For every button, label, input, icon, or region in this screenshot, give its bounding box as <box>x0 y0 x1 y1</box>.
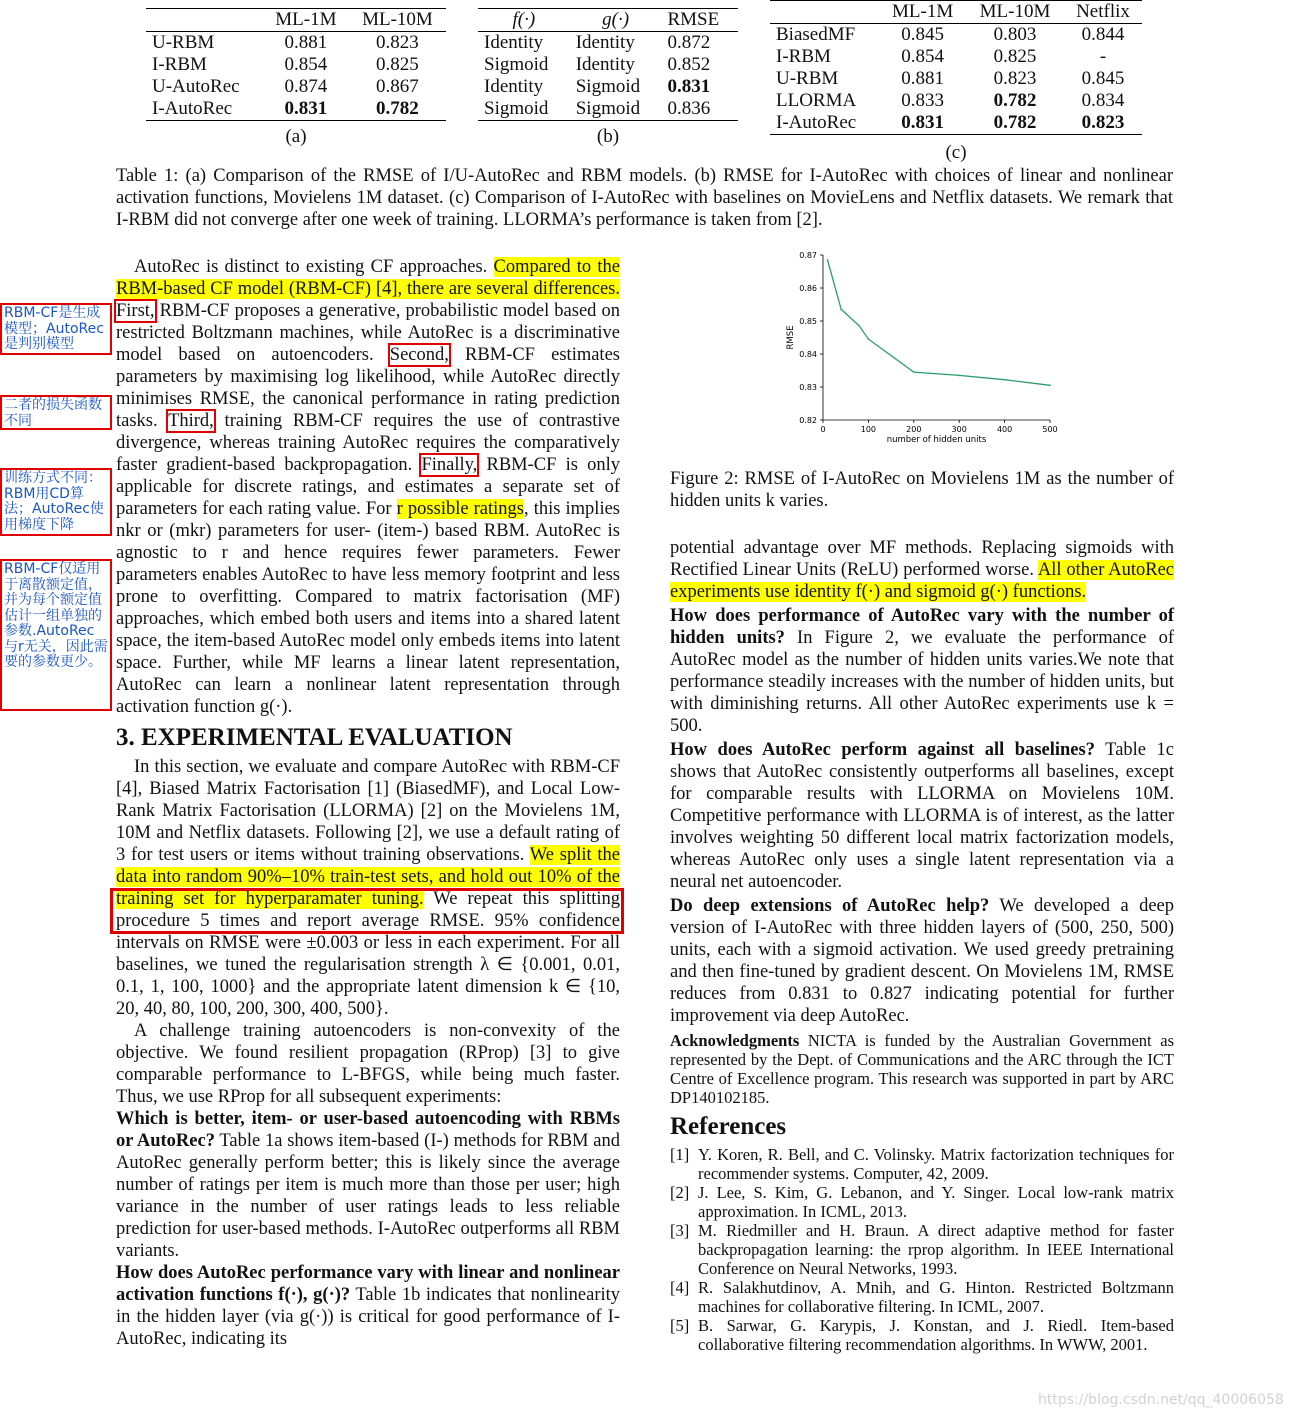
x-tick-label: 200 <box>906 425 922 434</box>
references-title: References <box>670 1113 787 1140</box>
x-tick-label: 500 <box>1042 425 1058 434</box>
data-point <box>1049 385 1051 387</box>
margin-note: RBM-CF是生成模型；AutoRec是判别模型 <box>0 303 112 355</box>
text: RBM-CF estimates parameters by maximising log likelihood, while AutoRec directly minimises RMSE, the canonical performance in rating prediction tasks. <box>116 345 620 431</box>
text: RBM-CF proposes a generative, probabilistic model based on restricted Boltzmann machines, while AutoRec is a discriminative model based on autoencoders. <box>116 301 620 365</box>
data-point <box>859 325 861 327</box>
figure-2-chart <box>775 245 1075 450</box>
table-cell: 0.833 <box>901 90 944 111</box>
table-cell: 0.825 <box>993 46 1037 67</box>
y-tick-label: 0.87 <box>799 251 817 260</box>
bold-question: Do deep extensions of AutoRec help? <box>670 896 990 916</box>
bold-question: Which is better, item- or user-based autoencoding with RBMs or AutoRec? <box>116 1109 620 1151</box>
table-row <box>478 54 738 76</box>
table-cell: Identity <box>575 54 635 75</box>
text: NICTA is funded by the Australian Government as represented by the Dept. of Communications and the ARC through the ICT Centre of Excellence program. This research was supported in part by ARC DP140102185. <box>670 1031 1174 1107</box>
table-row <box>770 68 1142 90</box>
table-cell: 0.823 <box>376 32 419 53</box>
highlight: Compared to the RBM-based CF model (RBM-CF) [4], there are several differences. <box>116 257 620 299</box>
table-row <box>146 54 446 76</box>
table-cell: 0.872 <box>667 32 711 53</box>
margin-note: RBM-CF仅适用于离散额定值，并为每个额定值估计一组单独的参数.AutoRec与r无关，因此需要的参数更少。 <box>0 559 112 711</box>
table-cell: Identity <box>484 76 544 97</box>
annotation-box <box>110 888 624 934</box>
table-cell: I-AutoRec <box>146 98 263 121</box>
series-line <box>828 260 1051 385</box>
table-cell: Identity <box>575 32 635 53</box>
table-cell: 0.823 <box>1064 112 1142 135</box>
text: We developed a deep version of I-AutoRec with three hidden layers of (500, 250, 500) units, each with a sigmoid activation. We used greedy pretraining and then fine-tuned by gradient descent. On Movielens 1M, RMSE reduces from 0.831 to 0.827 indicating potential for further improvement via deep AutoRec. <box>670 896 1174 1026</box>
table-row <box>770 24 1142 47</box>
x-axis-label: number of hidden units <box>886 435 987 445</box>
highlight: All other AutoRec experiments use identity f(·) and sigmoid g(·) functions. <box>670 560 1174 602</box>
data-point <box>868 338 870 340</box>
table-cell: U-AutoRec <box>152 76 240 97</box>
section-title: 3. EXPERIMENTAL EVALUATION <box>116 724 513 751</box>
reference-text: R. Salakhutdinov, A. Mnih, and G. Hinton. Restricted Boltzmann machines for collaborative filtering. In ICML, 2007. <box>698 1278 1174 1316</box>
table-cell: 0.782 <box>349 98 446 121</box>
highlight: We split the data into random 90%–10% train-test sets, and hold out 10% of the training set for hyperparamater tuning. <box>116 845 620 909</box>
table-c-block <box>770 0 1142 164</box>
figure-caption: Figure 2: RMSE of I-AutoRec on Movielens 1M as the number of hidden units k varies. <box>670 469 1174 511</box>
table-cell: 0.854 <box>901 46 944 67</box>
reference-number: [5] <box>670 1316 690 1335</box>
reference-text: M. Riedmiller and H. Braun. A direct adaptive method for faster backpropagation learning: the rprop algorithm. In IEEE International Conference on Neural Networks, 1993. <box>698 1221 1174 1278</box>
table-cell: I-AutoRec <box>770 112 879 135</box>
table-b-label: (b) <box>596 126 620 147</box>
data-point <box>913 371 915 373</box>
highlight: r possible ratings <box>396 499 524 519</box>
text: We repeat this splitting procedure 5 times and report average RMSE. 95% confidence intervals on RMSE were ±0.003 or less in each experiment. For all baselines, we tuned the regularisation strength λ ∈ {0.001, 0.01, 0.1, 1, 100, 1000} and the appropriate latent dimension k ∈ {10, 20, 40, 80, 100, 200, 300, 400, 500}. <box>116 889 620 1019</box>
x-tick-label: 0 <box>820 425 826 434</box>
table-c <box>770 0 1142 135</box>
table-cell: 0.823 <box>993 68 1037 89</box>
table-cell: U-RBM <box>776 68 839 89</box>
reference-text: J. Lee, S. Kim, G. Lebanon, and Y. Singer. Local low-rank matrix approximation. In ICML, 2013. <box>698 1183 1174 1221</box>
paragraph <box>670 605 1174 737</box>
table-b-header: RMSE <box>661 9 738 32</box>
table-row <box>478 76 738 98</box>
table-cell: 0.845 <box>1081 68 1125 89</box>
paragraph <box>116 1108 620 1262</box>
reference-number: [3] <box>670 1221 690 1240</box>
y-tick-label: 0.82 <box>799 416 817 425</box>
table-cell: 0.844 <box>1081 24 1125 45</box>
reference-item <box>670 1278 1174 1316</box>
reference-item <box>670 1316 1174 1354</box>
y-tick-label: 0.86 <box>799 284 817 293</box>
table-cell: 0.782 <box>993 90 1037 111</box>
table-row <box>770 112 1142 135</box>
table-cell: 0.831 <box>879 112 966 135</box>
table-c-header: ML-1M <box>879 1 966 24</box>
table-cell: 0.881 <box>284 32 328 53</box>
table-cell: 0.803 <box>993 24 1037 45</box>
table-cell: 0.834 <box>1081 90 1125 111</box>
table-cell: BiasedMF <box>776 24 856 45</box>
watermark: https://blog.csdn.net/qq_40006058 <box>1038 1392 1284 1408</box>
boxed-word: Finally, <box>421 455 478 475</box>
boxed-word: Third, <box>168 411 214 431</box>
table-c-header: ML-10M <box>966 1 1064 24</box>
x-tick-label: 300 <box>951 425 967 434</box>
table-a-header: ML-1M <box>263 9 349 32</box>
y-axis-label: RMSE <box>786 325 796 350</box>
boxed-word: Second, <box>389 345 449 365</box>
table-c-header <box>770 1 879 24</box>
y-tick-label: 0.84 <box>799 350 817 359</box>
text: Table 1c shows that AutoRec consistently outperforms all baselines, except for comparable results with LLORMA on Movielens 10M. Competitive performance with LLORMA is of interest, as the latter involves weighting 50 different local matrix factorization models, whereas AutoRec only uses a single latent representation via a neural net autoencoder. <box>670 740 1175 892</box>
table-a-header: ML-10M <box>349 9 446 32</box>
table-a-label: (a) <box>285 126 307 147</box>
table-cell: 0.825 <box>376 54 419 75</box>
table-a <box>146 8 446 121</box>
table-b-block <box>478 8 738 148</box>
bold-question: How does AutoRec performance vary with linear and nonlinear activation functions f(·), g(·)? <box>116 1263 620 1305</box>
table-row <box>770 46 1142 68</box>
table-cell: 0.852 <box>667 54 711 75</box>
table-cell: 0.845 <box>901 24 944 45</box>
text: Table 1b indicates that nonlinearity in the hidden layer (via g(·)) is critical for good performance of I-AutoRec, indicating its <box>116 1285 621 1349</box>
table-row <box>146 98 446 121</box>
table-cell: I-RBM <box>152 54 207 75</box>
table-cell: 0.831 <box>263 98 349 121</box>
reference-item <box>670 1183 1174 1221</box>
data-point <box>958 375 960 377</box>
table-cell: 0.874 <box>284 76 328 97</box>
table-a-block <box>146 8 446 148</box>
table-c-header: Netflix <box>1064 1 1142 24</box>
y-tick-label: 0.83 <box>799 383 817 392</box>
table-b <box>478 8 738 121</box>
text: Table 1a shows item-based (I-) methods for RBM and AutoRec generally perform better; this is likely since the average number of ratings per item is much more than those per user; high variance in the number of user ratings leads to less reliable prediction for user-based methods. I-AutoRec outperforms all RBM variants. <box>116 1131 620 1261</box>
x-tick-label: 400 <box>996 425 1013 434</box>
table-cell: 0.881 <box>901 68 944 89</box>
table-cell: 0.836 <box>661 98 738 121</box>
paragraph: A challenge training autoencoders is non-convexity of the objective. We found resilient propagation (RProp) [3] to give comparable performance to L-BFGS, while being much faster. Thus, we use RProp for all subsequent experiments: <box>116 1021 620 1107</box>
table-cell: Sigmoid <box>575 76 641 97</box>
reference-number: [2] <box>670 1183 690 1202</box>
data-point <box>840 309 842 311</box>
reference-list <box>670 1145 1174 1354</box>
table-cell: 0.831 <box>667 76 711 97</box>
left-column <box>116 256 620 1350</box>
table-c-label: (c) <box>945 142 967 163</box>
table-cell: U-RBM <box>152 32 215 53</box>
reference-text: B. Sarwar, G. Karypis, J. Konstan, and J. Riedl. Item-based collaborative filtering recommendation algorithms. In WWW, 2001. <box>698 1316 1174 1354</box>
data-point <box>827 259 829 261</box>
x-tick-label: 100 <box>860 425 877 434</box>
text: RBM-CF is only applicable for discrete ratings, and estimates a separate set of parameters for each rating value. For <box>116 455 620 519</box>
table-cell: 0.854 <box>284 54 328 75</box>
table-row <box>146 76 446 98</box>
table-cell: - <box>1099 46 1107 67</box>
reference-item <box>670 1221 1174 1278</box>
reference-item <box>670 1145 1174 1183</box>
table-cell: Sigmoid <box>478 98 570 121</box>
table-a-header <box>146 9 263 32</box>
reference-text: Y. Koren, R. Bell, and C. Volinsky. Matrix factorization techniques for recommender systems. Computer, 42, 2009. <box>698 1145 1174 1183</box>
paragraph <box>670 895 1174 1027</box>
text: potential advantage over MF methods. Replacing sigmoids with Rectified Linear Units (ReLU) performed worse. <box>670 538 1174 580</box>
table-cell: Sigmoid <box>484 54 549 75</box>
bold-question: How does performance of AutoRec vary with the number of hidden units? <box>670 606 1174 648</box>
table-row <box>478 98 738 121</box>
table-row <box>478 32 738 55</box>
y-tick-label: 0.85 <box>799 317 817 326</box>
paragraph <box>116 1262 620 1350</box>
bold-heading: Acknowledgments <box>670 1031 800 1050</box>
paragraph <box>670 537 1174 603</box>
paragraph <box>670 739 1174 893</box>
boxed-word: First, <box>116 301 155 321</box>
right-column <box>670 537 1174 1354</box>
table-b-header: f(·) <box>478 9 570 32</box>
table-cell: I-RBM <box>776 46 831 67</box>
text: training RBM-CF requires the use of contrastive divergence, whereas training AutoRec requires the comparatively faster gradient-based backpropagation. <box>116 411 620 475</box>
table-cell: Identity <box>484 32 544 53</box>
table-caption: Table 1: (a) Comparison of the RMSE of I/U-AutoRec and RBM models. (b) RMSE for I-AutoRec with choices of linear and nonlinear activation functions, Movielens 1M dataset. (c) Comparison of I-AutoRec with baselines on MovieLens and Netflix datasets. We remark that I-RBM did not converge after one week of training. LLORMA’s performance is taken from [2]. <box>116 166 1173 230</box>
margin-note: 训练方式不同：RBM用CD算法；AutoRec使用梯度下降 <box>0 468 112 536</box>
bold-question: How does AutoRec perform against all baselines? <box>670 740 1095 760</box>
reference-number: [1] <box>670 1145 690 1164</box>
table-cell: 0.867 <box>376 76 419 97</box>
text: AutoRec is distinct to existing CF approaches. <box>134 257 494 277</box>
paragraph <box>116 256 620 718</box>
acknowledgments <box>670 1031 1174 1107</box>
text: In Figure 2, we evaluate the performance of AutoRec model as the number of hidden units varies.We note that performance steadily increases with the number of hidden units, but with diminishing returns. All other AutoRec experiments use k = 500. <box>670 628 1174 736</box>
data-point <box>1004 379 1006 381</box>
table-cell: 0.782 <box>966 112 1064 135</box>
margin-note: 二者的损失函数不同 <box>0 395 112 430</box>
text: , this implies nkr or (mkr) parameters for user- (item-) based RBM. AutoRec is agnostic to r and hence requires fewer parameters. Fewer parameters enables AutoRec to have less memory footprint and less prone to overfitting. Compared to matrix factorisation (MF) approaches, which embed both users and items into a shared latent space, the item-based AutoRec model only embeds items into latent space. Further, while MF learns a linear latent representation, AutoRec can learn a nonlinear latent representation through activation function g(·). <box>116 499 620 717</box>
reference-number: [4] <box>670 1278 690 1297</box>
table-cell: LLORMA <box>776 90 857 111</box>
table-b-header: g(·) <box>570 9 662 32</box>
table-row <box>146 32 446 55</box>
table-cell: Sigmoid <box>570 98 662 121</box>
text: In this section, we evaluate and compare AutoRec with RBM-CF [4], Biased Matrix Factorisation [1] (BiasedMF), and Local Low-Rank Matrix Factorisation (LLORMA) [2] on the Movielens 1M, 10M and Netflix datasets. Following [2], we use a default rating of 3 for test users or items without training observations. <box>116 757 620 865</box>
table-row <box>770 90 1142 112</box>
